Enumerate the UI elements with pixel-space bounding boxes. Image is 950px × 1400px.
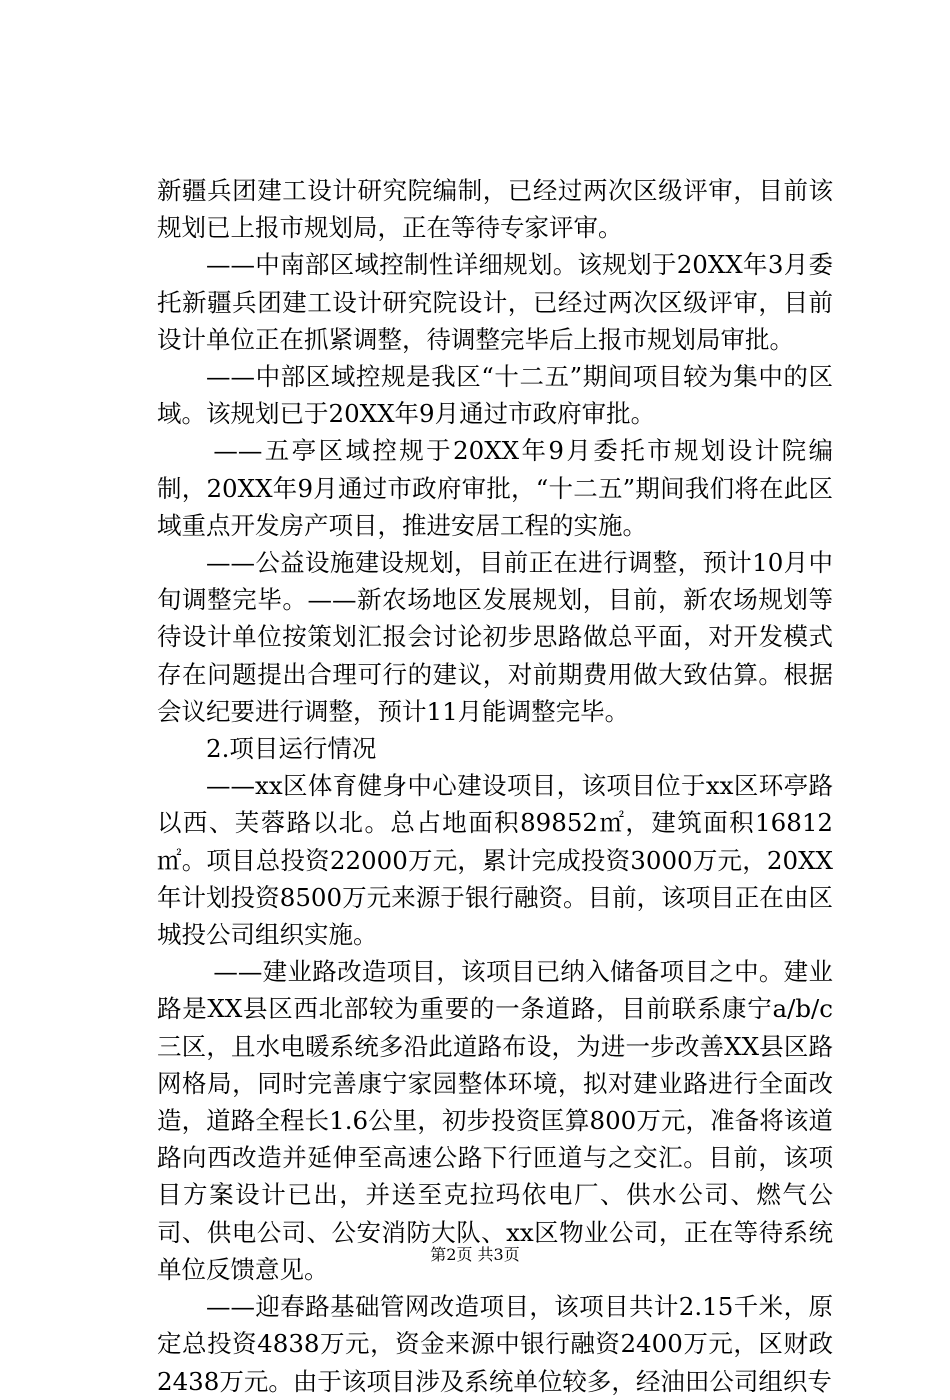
section-heading-project-status: 2.项目运行情况 — [206, 734, 377, 764]
paragraph-south-central-plan: ——中南部区域控制性详细规划。该规划于20XX年3月委托新疆兵团建工设计研究院设计，已经过两次区级评审，目前设计单位正在抓紧调整，待调整完毕后上报市规划局审批。 — [157, 250, 833, 354]
page-number: 第2页 共3页 — [430, 1245, 520, 1264]
paragraph-public-facilities-plan: ——公益设施建设规划，目前正在进行调整，预计10月中旬调整完毕。——新农场地区发展规划，目前，新农场规划等待设计单位按策划汇报会讨论初步思路做总平面，对开发模式存在问题提出合理可行的建议，对前期费用做大致估算。根据会议纪要进行调整，预计11月能调整完毕。 — [157, 548, 833, 726]
paragraph-wuting-plan: ——五亭区域控规于20XX年9月委托市规划设计院编制，20XX年9月通过市政府审批，“十二五”期间我们将在此区域重点开发房产项目，推进安居工程的实施。 — [157, 436, 833, 540]
document-body — [157, 172, 833, 1400]
paragraph-yingchun-road-project: ——迎春路基础管网改造项目，该项目共计2.15千米，原定总投资4838万元，资金来源中银行融资2400万元，区财政2438万元。由于该项目涉及系统单位较多，经油田公司组织专 — [157, 1292, 833, 1396]
paragraph-central-plan: ——中部区域控规是我区“十二五”期间项目较为集中的区域。该规划已于20XX年9月通过市政府审批。 — [157, 362, 833, 429]
paragraph-continuation: 新疆兵团建工设计研究院编制，已经过两次区级评审，目前该规划已上报市规划局，正在等待专家评审。 — [157, 176, 833, 243]
paragraph-jianye-road-project: ——建业路改造项目，该项目已纳入储备项目之中。建业路是XX县区西北部较为重要的一条道路，目前联系康宁a/b/c三区，且水电暖系统多沿此道路布设，为进一步改善XX县区路网格局，同时完善康宁家园整体环境，拟对建业路进行全面改造，道路全程长1.6公里，初步投资匡算800万元，准备将该道路向西改造并延伸至高速公路下行匝道与之交汇。目前，该项目方案设计已出，并送至克拉玛依电厂、供水公司、燃气公司、供电公司、公安消防大队、xx区物业公司，正在等待系统单位反馈意见。 — [157, 957, 833, 1284]
page-footer — [0, 1245, 950, 1265]
paragraph-sports-center-project: ——xx区体育健身中心建设项目，该项目位于xx区环亭路以西、芙蓉路以北。总占地面积89852㎡，建筑面积16812㎡。项目总投资22000万元，累计完成投资3000万元，20XX年计划投资8500万元来源于银行融资。目前，该项目正在由区城投公司组织实施。 — [157, 771, 833, 950]
